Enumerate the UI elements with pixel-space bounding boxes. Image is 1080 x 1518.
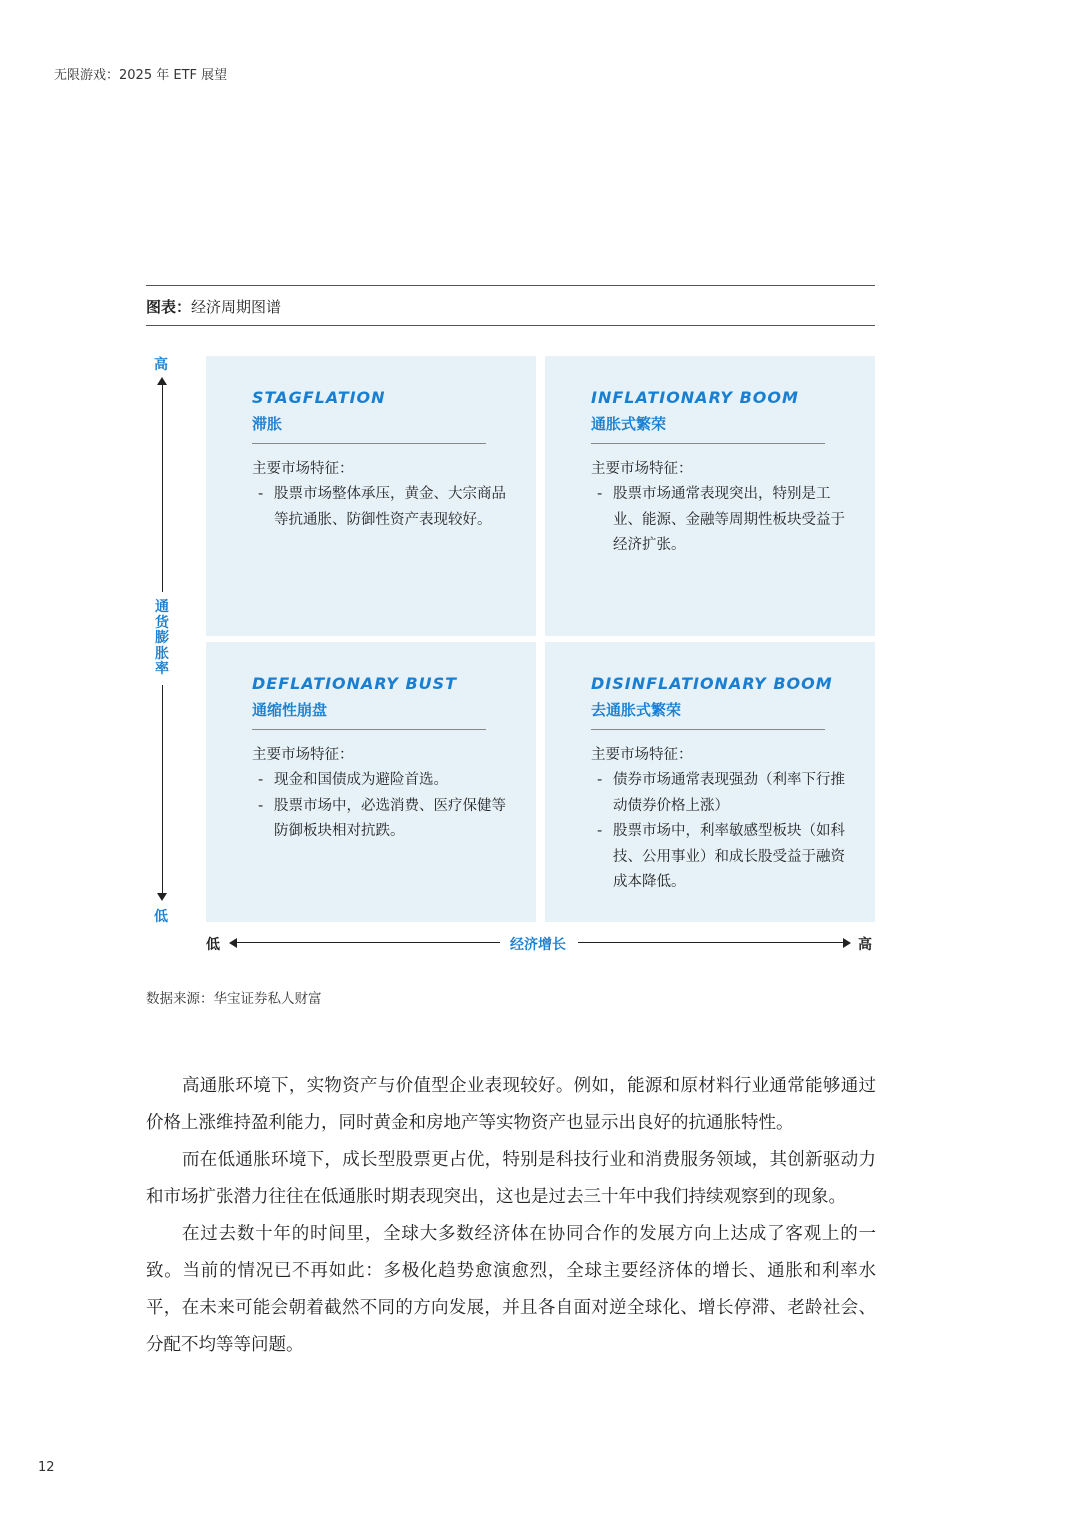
x-axis-line-right <box>578 942 844 943</box>
list-item: - 债券市场通常表现强劲（利率下行推动债券价格上涨） <box>597 768 847 819</box>
page-number: 12 <box>38 1460 55 1475</box>
y-axis-line-lower <box>162 685 163 895</box>
quadrant-divider <box>591 729 825 730</box>
quadrant-stagflation <box>206 356 536 636</box>
running-header: 无限游戏：2025 年 ETF 展望 <box>54 68 228 83</box>
x-axis-arrow-right-icon <box>843 938 851 948</box>
x-axis-low-label: 低 <box>206 937 220 953</box>
list-item: - 现金和国债成为避险首选。 <box>258 768 508 794</box>
quadrant-feature-label: 主要市场特征： <box>252 461 354 477</box>
quadrant-title-en: DEFLATIONARY BUST <box>252 674 458 693</box>
quadrant-inflationary-boom <box>545 356 875 636</box>
list-item: - 股票市场中，利率敏感型板块（如科技、公用事业）和成长股受益于融资成本降低。 <box>597 819 847 896</box>
figure-title-prefix: 图表： <box>146 298 192 316</box>
y-axis-low-label: 低 <box>154 909 168 925</box>
quadrant-title-zh: 滞胀 <box>252 415 283 433</box>
quadrant-disinflationary-boom <box>545 642 875 922</box>
quadrant-title-en: STAGFLATION <box>252 388 386 407</box>
quadrant-feature-list <box>258 482 508 533</box>
figure-title-text: 经济周期图谱 <box>191 298 282 316</box>
list-item: - 股票市场中，必选消费、医疗保健等防御板块相对抗跌。 <box>258 794 508 845</box>
quadrant-title-en: INFLATIONARY BOOM <box>591 388 799 407</box>
x-axis-arrow-left-icon <box>229 938 237 948</box>
quadrant-title-zh: 去通胀式繁荣 <box>591 701 682 719</box>
quadrant-title-zh: 通缩性崩盘 <box>252 701 328 719</box>
x-axis-title: 经济增长 <box>510 937 566 953</box>
quadrant-divider <box>252 729 486 730</box>
y-axis-line-upper <box>162 380 163 592</box>
y-axis-arrow-down-icon <box>157 893 167 901</box>
quadrant-title-en: DISINFLATIONARY BOOM <box>591 674 833 693</box>
quadrant-feature-label: 主要市场特征： <box>591 461 693 477</box>
quadrant-divider <box>591 443 825 444</box>
figure-bottom-rule <box>146 325 875 326</box>
quadrant-feature-list <box>597 768 847 896</box>
quadrant-feature-label: 主要市场特征： <box>591 747 693 763</box>
quadrant-divider <box>252 443 486 444</box>
quadrant-deflationary-bust <box>206 642 536 922</box>
figure-top-rule <box>146 285 875 286</box>
figure-title <box>146 296 281 317</box>
list-item: - 股票市场整体承压，黄金、大宗商品等抗通胀、防御性资产表现较好。 <box>258 482 508 533</box>
x-axis-high-label: 高 <box>858 937 872 953</box>
quadrant-feature-list <box>258 768 508 845</box>
x-axis-line-left <box>236 942 500 943</box>
y-axis-title: 通货膨胀率 <box>155 599 169 677</box>
body-text <box>146 1068 876 1364</box>
paragraph: 而在低通胀环境下，成长型股票更占优，特别是科技行业和消费服务领域，其创新驱动力和市场扩张潜力往往在低通胀时期表现突出，这也是过去三十年中我们持续观察到的现象。 <box>146 1150 876 1207</box>
quadrant-feature-label: 主要市场特征： <box>252 747 354 763</box>
paragraph: 在过去数十年的时间里，全球大多数经济体在协同合作的发展方向上达成了客观上的一致。当前的情况已不再如此：多极化趋势愈演愈烈，全球主要经济体的增长、通胀和利率水平，在未来可能会朝着截然不同的方向发展，并且各自面对逆全球化、增长停滞、老龄社会、分配不均等等问题。 <box>146 1224 876 1355</box>
figure-source: 数据来源：华宝证券私人财富 <box>146 991 322 1007</box>
quadrant-title-zh: 通胀式繁荣 <box>591 415 667 433</box>
paragraph: 高通胀环境下，实物资产与价值型企业表现较好。例如，能源和原材料行业通常能够通过价格上涨维持盈利能力，同时黄金和房地产等实物资产也显示出良好的抗通胀特性。 <box>146 1076 876 1133</box>
y-axis-high-label: 高 <box>154 357 168 373</box>
list-item: - 股票市场通常表现突出，特别是工业、能源、金融等周期性板块受益于经济扩张。 <box>597 482 847 559</box>
quadrant-feature-list <box>597 482 847 559</box>
